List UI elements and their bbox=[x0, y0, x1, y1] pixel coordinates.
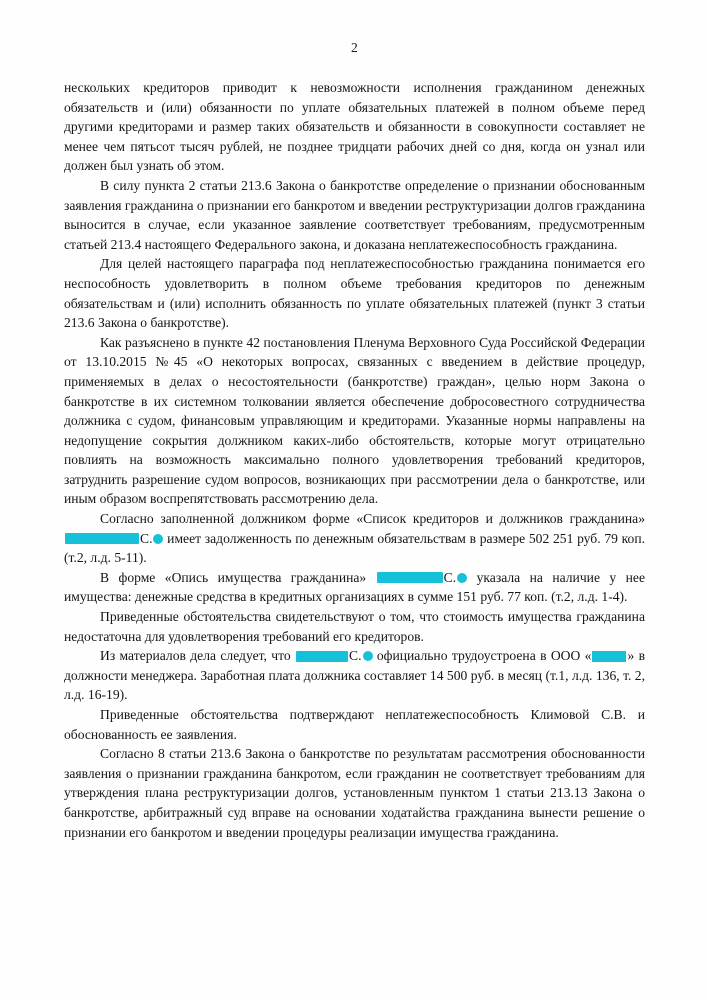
paragraph-initials: С. bbox=[140, 530, 153, 546]
redaction-dot bbox=[153, 534, 163, 544]
redaction-bar bbox=[65, 533, 139, 544]
redaction-dot bbox=[457, 573, 467, 583]
paragraph: нескольких кредиторов приводит к невозможности исполнения гражданином денежных обязательств и (или) обязанности по уплате обязательных платежей в полном объеме перед другими кредиторами и размер таких обязательств и обязанности в совокупности составляет не менее чем пятьсот тысяч рублей, не позднее тридцати рабочих дней со дня, когда он узнал или должен был узнать об этом. bbox=[64, 80, 645, 174]
paragraph-redacted-employment bbox=[64, 646, 645, 705]
redaction-bar bbox=[296, 651, 348, 662]
paragraph-redacted-creditor-list bbox=[64, 509, 645, 568]
paragraph-text-after: указала на наличие у нее имущества: денежные средства в кредитных организациях в сумме 151 руб. 77 коп. (т.2, л.д. 1-4). bbox=[64, 569, 645, 605]
paragraph-text-after: имеет задолженность по денежным обязательствам в размере 502 251 руб. 79 коп. (т.2, л.д. 5-11). bbox=[64, 530, 645, 566]
paragraph-text-before: Из материалов дела следует, что bbox=[100, 648, 291, 664]
paragraph: Как разъяснено в пункте 42 постановления Пленума Верховного Суда Российской Федерации от 13.10.2015 №45 «О некоторых вопросах, связанных с введением в действие процедур, применяемых в делах о несостоятельности (банкротстве) граждан», целью норм Закона о банкротстве в их системном толковании является обеспечение добросовестного сотрудничества должника с судом, финансовым управляющим и кредиторами. Указанные нормы направлены на недопущение сокрытия должником каких-либо обстоятельств, которые могут отрицательно повлиять на возможность максимально полного удовлетворения требований кредиторов, затруднить разрешение судом вопросов, возникающих при рассмотрении дела о банкротстве, или иным образом воспрепятствовать рассмотрению дела. bbox=[64, 334, 645, 507]
redaction-bar bbox=[377, 572, 443, 583]
page-number: 2 bbox=[351, 40, 358, 55]
paragraph-text-before: Согласно заполненной должником форме «Список кредиторов и должников гражданина» bbox=[100, 511, 645, 527]
redaction-bar-organization bbox=[592, 651, 626, 662]
document-body bbox=[64, 78, 645, 842]
paragraph: Приведенные обстоятельства свидетельствуют о том, что стоимость имущества гражданина недостаточна для удовлетворения требований его кредиторов. bbox=[64, 609, 645, 644]
paragraph-text-middle: официально трудоустроена в ООО « bbox=[376, 648, 592, 664]
paragraph: В силу пункта 2 статьи 213.6 Закона о банкротстве определение о признании обоснованным заявления гражданина о признании его банкротом и введении реструктуризации долгов гражданина выносится в случае, если указанное заявление соответствует требованиям, предусмотренным статьей 213.4 настоящего Федерального закона, и доказана неплатежеспособность гражданина. bbox=[64, 177, 646, 252]
paragraph-initials: С. bbox=[349, 648, 362, 664]
paragraph-text-before: В форме «Опись имущества гражданина» bbox=[100, 569, 367, 585]
paragraph: Для целей настоящего параграфа под неплатежеспособностью гражданина понимается его неспособность удовлетворить в полном объеме требования кредиторов по денежным обязательствам и (или) исполнить обязанность по уплате обязательных платежей (пункт 3 статьи 213.6 Закона о банкротстве). bbox=[64, 256, 645, 331]
paragraph-redacted-property-list bbox=[64, 568, 645, 607]
paragraph-text-after: » в должности менеджера. Заработная плата должника составляет 14 500 руб. в месяц (т.1, л.д. 136, т. 2, л.д. 16-19). bbox=[64, 648, 646, 703]
redaction-dot bbox=[363, 651, 373, 661]
paragraph: Приведенные обстоятельства подтверждают неплатежеспособность Климовой С.В. и обоснованность ее заявления. bbox=[64, 707, 645, 742]
paragraph-initials: С. bbox=[443, 569, 457, 585]
paragraph: Согласно 8 статьи 213.6 Закона о банкротстве по результатам рассмотрения обоснованности заявления о признании гражданина банкротом, если гражданин не соответствует требованиям для утверждения плана реструктуризации долгов, установленным пунктом 1 статьи 213.13 Закона о банкротстве, арбитражный суд вправе на основании ходатайства гражданина вынести решение о признании его банкротом и введении процедуры реализации имущества гражданина. bbox=[64, 746, 645, 840]
